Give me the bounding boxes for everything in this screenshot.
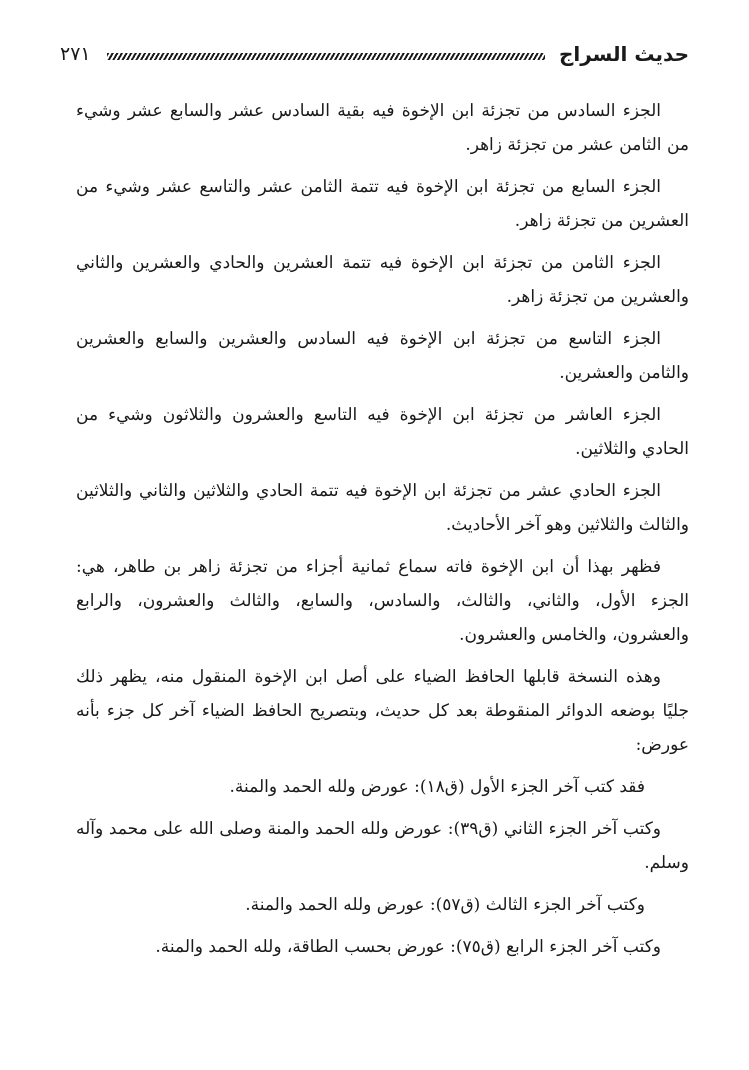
paragraph-note-part-3: وكتب آخر الجزء الثالث (ق٥٧): عورض ولله الحمد والمنة. [245,895,645,915]
paragraph-part-11: الجزء الحادي عشر من تجزئة ابن الإخوة فيه تتمة الحادي والثلاثين والثاني والثلاثين والثالث والثلاثين وهو آخر الأحاديث. [76,481,689,535]
paragraph-note-part-4: وكتب آخر الجزء الرابع (ق٧٥): عورض بحسب الطاقة، ولله الحمد والمنة. [155,937,661,957]
paragraph-part-9: الجزء التاسع من تجزئة ابن الإخوة فيه السادس والعشرين والسابع والعشرين والثامن والعشرين. [76,329,689,383]
paragraph-missing-parts: فظهر بهذا أن ابن الإخوة فاته سماع ثمانية أجزاء من تجزئة زاهر بن طاهر، هي: الجزء الأول، والثاني، والثالث، والسادس، والسابع، والثالث والعشرون، والرابع والعشرون، والخامس والعشرون. [76,557,689,645]
page-header [60,36,689,72]
page-number: ٢٧١ [60,43,91,65]
paragraph-note-part-1: فقد كتب آخر الجزء الأول (ق١٨): عورض ولله الحمد والمنة. [229,777,645,797]
paragraph-part-6: الجزء السادس من تجزئة ابن الإخوة فيه بقية السادس عشر والسابع عشر وشيء من الثامن عشر من تجزئة زاهر. [76,101,689,155]
paragraph-part-7: الجزء السابع من تجزئة ابن الإخوة فيه تتمة الثامن عشر والتاسع عشر وشيء من العشرين من تجزئة زاهر. [76,177,689,231]
paragraph-part-10: الجزء العاشر من تجزئة ابن الإخوة فيه التاسع والعشرون والثلاثون وشيء من الحادي والثلاثين. [76,405,689,459]
paragraph-note-part-2: وكتب آخر الجزء الثاني (ق٣٩): عورض ولله الحمد والمنة وصلى الله على محمد وآله وسلم. [76,819,689,873]
header-rule [107,53,545,60]
running-title: حديث السراج [558,42,689,66]
body-text [76,94,689,972]
paragraph-collation: وهذه النسخة قابلها الحافظ الضياء على أصل ابن الإخوة المنقول منه، يظهر ذلك جليًا بوضعه الدوائر المنقوطة بعد كل حديث، وبتصريح الحافظ الضياء آخر كل جزء بأنه عورض: [76,667,689,755]
paragraph-part-8: الجزء الثامن من تجزئة ابن الإخوة فيه تتمة العشرين والحادي والعشرين والثاني والعشرين من تجزئة زاهر. [76,253,689,307]
